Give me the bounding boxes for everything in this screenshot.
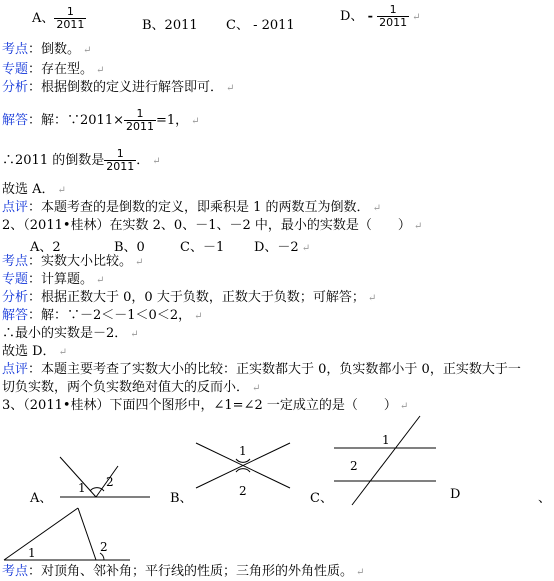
- label-zhuanti: 专题: [2, 272, 29, 287]
- paragraph-mark: ↵: [83, 45, 92, 56]
- q1-fenxi: [2, 80, 234, 97]
- figure-d-angle-2: 2: [100, 540, 108, 554]
- paragraph-mark: ↵: [367, 293, 377, 304]
- frac-numerator: 1: [104, 148, 136, 161]
- dianping-text-cont: 切负实数，两个负实数绝对值大的反而小．: [2, 380, 250, 395]
- paragraph-mark: ↵: [226, 83, 235, 94]
- label-fenxi: 分析: [2, 80, 29, 95]
- paragraph-mark: ↵: [413, 221, 423, 232]
- q3-option-c: C、: [310, 491, 333, 506]
- figure-d-right-side: [78, 508, 96, 560]
- frac-denominator: 2011: [126, 120, 154, 133]
- dianping-text: ：本题考查的是倒数的定义，即乘积是 1 的两数互为倒数．: [28, 200, 370, 215]
- q1-option-d: [340, 4, 421, 29]
- paragraph-mark: ↵: [194, 311, 203, 322]
- therefore-post: ．: [136, 153, 150, 168]
- q1-zhuanti: [2, 62, 104, 79]
- paragraph-mark: ↵: [130, 329, 139, 340]
- frac-numerator: 1: [54, 6, 86, 19]
- figure-a-arc: [90, 488, 104, 491]
- question-text: 3、（2011•桂林）下面四个图形中，∠1=∠2 一定成立的是（ ）: [2, 398, 397, 413]
- figure-c-transversal: [352, 416, 420, 505]
- figure-d: [4, 508, 130, 560]
- jieda-fraction: [124, 108, 156, 133]
- jieda-text-post: =1，: [156, 113, 189, 128]
- figure-c-angle-1: 1: [382, 433, 390, 447]
- paragraph-mark: ↵: [372, 203, 381, 214]
- frac-denominator: 2011: [106, 160, 135, 173]
- label-dianping: 点评: [2, 200, 29, 215]
- figure-a-angle-2: 2: [106, 475, 114, 489]
- jieda-text: ：解：∵2011×: [28, 113, 124, 128]
- label-dianping: 点评: [2, 362, 29, 377]
- q1-option-c: C、 - 2011: [226, 18, 295, 33]
- q3-option-b: B、: [170, 491, 193, 506]
- paragraph-mark: ↵: [191, 116, 200, 127]
- label-fenxi: 分析: [2, 290, 29, 305]
- q3-option-a: A、: [30, 491, 53, 506]
- q1-option-b: B、2011: [142, 18, 198, 33]
- label-kaodian: 考点: [2, 564, 29, 579]
- paragraph-mark: ↵: [135, 257, 144, 268]
- frac-denominator: 2011: [56, 18, 85, 31]
- q1-answer: [2, 182, 66, 199]
- paragraph-mark: ↵: [152, 156, 161, 167]
- q2-dianping-1: [2, 362, 521, 378]
- q1-therefore: [2, 146, 161, 177]
- figure-b: [196, 443, 290, 488]
- paragraph-mark: ↵: [356, 567, 365, 578]
- figure-a-ray-right: [96, 466, 118, 497]
- q2-option-a: A、2: [30, 240, 61, 255]
- q1-option-a-label: A、: [32, 11, 55, 26]
- q1-option-d-label: D、: [340, 9, 364, 24]
- q2-option-c: C、－1: [180, 240, 225, 255]
- paragraph-mark: ↵: [301, 243, 311, 254]
- figure-b-arc-top: [236, 459, 250, 462]
- therefore-text: ∴2011 的倒数是: [2, 153, 105, 168]
- figure-c: [334, 416, 436, 505]
- q2-jieda: [2, 308, 203, 325]
- q2-fenxi: [2, 290, 376, 307]
- q1-option-a-fraction: [54, 6, 86, 31]
- figure-b-line-1: [196, 443, 290, 488]
- figure-b-line-2: [196, 443, 290, 488]
- figure-b-angle-2: 2: [239, 484, 247, 498]
- q3-question: [2, 398, 408, 415]
- q1-option-d-fraction: [377, 4, 409, 29]
- fenxi-text: ：根据正数大于 0，0 大于负数，正数大于负数；可解答；: [28, 290, 365, 305]
- q1-jieda: [2, 106, 200, 137]
- zhuanti-text: ：存在型。: [28, 62, 94, 77]
- paragraph-mark: ↵: [96, 65, 105, 76]
- figure-b-angle-1: 1: [239, 444, 247, 458]
- fenxi-text: ：根据倒数的定义进行解答即可．: [28, 80, 224, 95]
- paragraph-mark: ↵: [252, 383, 261, 394]
- label-jieda: 解答: [2, 113, 29, 128]
- paragraph-mark: ↵: [57, 185, 66, 196]
- q1-dianping: [2, 200, 381, 217]
- paragraph-mark: ↵: [399, 401, 409, 412]
- figure-d-arc-exterior: [100, 553, 104, 560]
- figure-a-ray-left: [60, 457, 96, 497]
- figure-d-angle-1: 1: [28, 546, 36, 560]
- option-d-text: D、－2: [254, 240, 299, 255]
- q2-option-d: [254, 236, 310, 255]
- q2-dianping-2: [2, 380, 260, 397]
- q2-kaodian: [2, 254, 143, 271]
- figure-b-arc-bottom: [236, 469, 250, 472]
- q2-therefore: [2, 326, 139, 343]
- q2-option-b: B、0: [114, 240, 145, 255]
- figure-c-angle-2: 2: [350, 459, 358, 473]
- frac-numerator: 1: [124, 108, 156, 121]
- q2-zhuanti: [2, 272, 104, 289]
- paragraph-mark: ↵: [58, 347, 67, 358]
- figure-d-left-side: [4, 508, 78, 560]
- answer-text: 故选 A．: [2, 182, 55, 197]
- therefore-text: ∴最小的实数是－2．: [2, 326, 128, 341]
- frac-denominator: 2011: [379, 16, 408, 29]
- kaodian-text: ：实数大小比较。: [28, 254, 133, 269]
- jieda-text: ：解：∵－2＜－1＜0＜2，: [28, 308, 192, 323]
- q2-answer: [2, 344, 67, 361]
- figure-a: [60, 457, 150, 497]
- paragraph-mark: ↵: [412, 12, 421, 23]
- label-kaodian: 考点: [2, 254, 29, 269]
- q3-kaodian: [2, 564, 364, 581]
- question-text: 2、（2011•桂林）在实数 2、0、－1、－2 中，最小的实数是（ ）: [2, 218, 411, 233]
- q2-question: [2, 218, 422, 235]
- kaodian-text: ：倒数。: [28, 42, 81, 57]
- answer-text: 故选 D．: [2, 344, 56, 359]
- dianping-text: ：本题主要考查了实数大小的比较：正实数都大于 0，负实数都小于 0，正实数大于一: [28, 362, 521, 377]
- q3-option-sep: 、: [538, 491, 552, 506]
- label-zhuanti: 专题: [2, 62, 29, 77]
- paragraph-mark: ↵: [96, 275, 105, 286]
- therefore-fraction: [104, 148, 136, 173]
- q1-option-a: [32, 6, 86, 31]
- figure-a-angle-1: 1: [78, 481, 86, 495]
- zhuanti-text: ：计算题。: [28, 272, 94, 287]
- q3-option-d: D: [450, 487, 461, 502]
- kaodian-text: ：对顶角、邻补角；平行线的性质；三角形的外角性质。: [28, 564, 354, 579]
- q1-option-d-sign: -: [367, 9, 373, 24]
- label-jieda: 解答: [2, 308, 29, 323]
- frac-numerator: 1: [377, 4, 409, 17]
- q1-kaodian: [2, 42, 91, 59]
- label-kaodian: 考点: [2, 42, 29, 57]
